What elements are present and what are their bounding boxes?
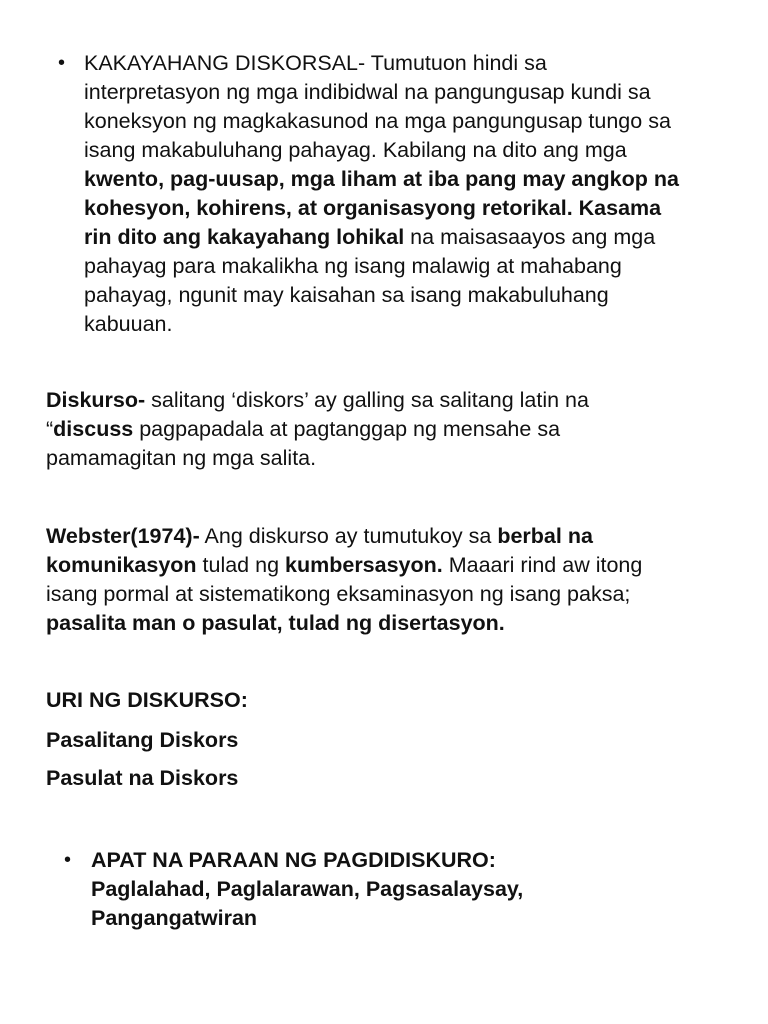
bullet-marker: • <box>58 52 66 74</box>
text-line <box>46 609 726 638</box>
list-item: Pasalitang Diskors <box>46 728 239 752</box>
bold-text: kwento, pag-uusap, mga liham at iba pang may angkop na <box>84 167 679 191</box>
body-text: pahayag, ngunit may kaisahan sa isang makabuluhang <box>84 283 609 307</box>
text-line <box>84 310 734 339</box>
text-line <box>84 165 734 194</box>
text-line <box>46 444 726 473</box>
text-line <box>84 194 734 223</box>
webster-definition <box>46 522 726 638</box>
bold-text: Webster(1974)- <box>46 524 200 548</box>
body-text: Maaari rind aw itong <box>442 553 643 577</box>
text-line <box>84 107 734 136</box>
text-line <box>46 580 726 609</box>
bold-text: Diskurso- <box>46 388 146 412</box>
bold-text: kumbersasyon. <box>285 553 443 577</box>
kakayahang-diskorsal-text <box>84 49 734 339</box>
body-text: koneksyon ng magkakasunod na mga pangungusap tungo sa <box>84 109 671 133</box>
text-line <box>84 78 734 107</box>
text-line <box>46 415 726 444</box>
text-line <box>46 522 726 551</box>
bullet-marker: • <box>64 849 72 871</box>
body-text: KAKAYAHANG DISKORSAL- Tumutuon hindi sa <box>84 51 547 75</box>
text-line <box>84 136 734 165</box>
list-item: Pasulat na Diskors <box>46 766 239 790</box>
bold-text: Pangangatwiran <box>91 906 258 930</box>
bold-text: rin dito ang kakayahang lohikal <box>84 225 405 249</box>
apat-na-paraan-text <box>91 846 741 933</box>
uri-ng-diskurso-heading <box>46 686 726 715</box>
bold-text: komunikasyon <box>46 553 197 577</box>
bold-text: pasalita man o pasulat, tulad ng disertasyon. <box>46 611 505 635</box>
bold-text: berbal na <box>497 524 593 548</box>
text-line <box>84 281 734 310</box>
uri-item-pasulat <box>46 764 726 793</box>
body-text: Ang diskurso ay tumutukoy sa <box>199 524 498 548</box>
bold-text: kohesyon, kohirens, at organisasyong retorikal. Kasama <box>84 196 662 220</box>
text-line <box>91 904 741 933</box>
body-text: salitang ‘diskors’ ay galling sa salitang latin na <box>145 388 589 412</box>
body-text: isang pormal at sistematikong eksaminasyon ng isang paksa; <box>46 582 631 606</box>
body-text: pagpapadala at pagtanggap ng mensahe sa <box>133 417 561 441</box>
body-text: tulad ng <box>196 553 286 577</box>
text-line <box>84 223 734 252</box>
body-text: “ <box>46 417 54 441</box>
bold-text: discuss <box>53 417 134 441</box>
text-line <box>91 846 741 875</box>
section-heading: URI NG DISKURSO: <box>46 688 248 712</box>
uri-item-pasalita <box>46 726 726 755</box>
body-text: kabuuan. <box>84 312 173 336</box>
text-line <box>46 386 726 415</box>
body-text: isang makabuluhang pahayag. Kabilang na dito ang mga <box>84 138 627 162</box>
text-line <box>84 49 734 78</box>
diskurso-definition <box>46 386 726 473</box>
body-text: na maisasaayos ang mga <box>404 225 656 249</box>
body-text: interpretasyon ng mga indibidwal na pangungusap kundi sa <box>84 80 651 104</box>
body-text: pahayag para makalikha ng isang malawig at mahabang <box>84 254 622 278</box>
text-line <box>91 875 741 904</box>
bold-text: APAT NA PARAAN NG PAGDIDISKURO: <box>91 848 496 872</box>
text-line <box>84 252 734 281</box>
bold-text: Paglalahad, Paglalarawan, Pagsasalaysay, <box>91 877 524 901</box>
text-line <box>46 551 726 580</box>
body-text: pamamagitan ng mga salita. <box>46 446 317 470</box>
